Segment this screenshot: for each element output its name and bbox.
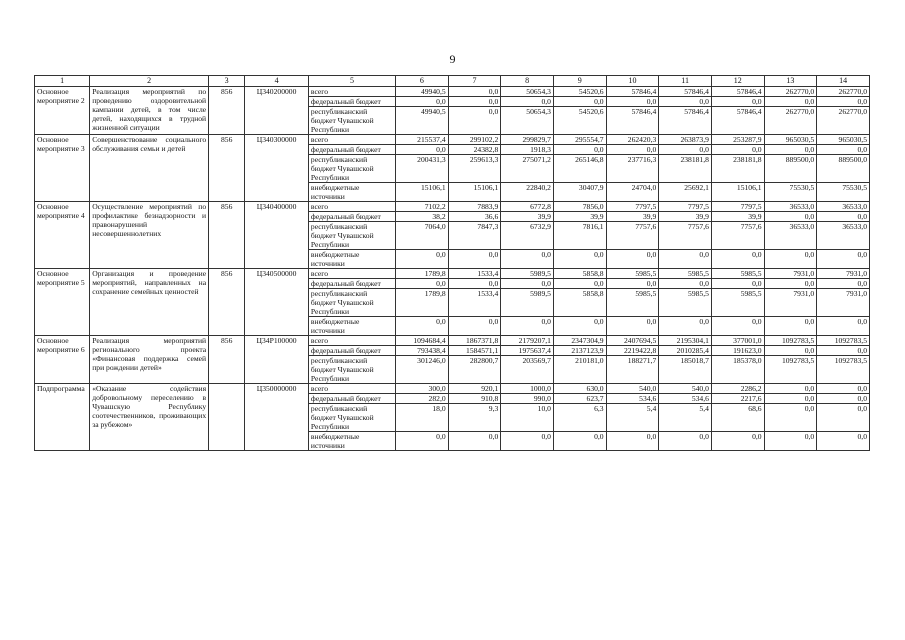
- value-cell: 0,0: [448, 250, 501, 269]
- value-cell: 1092783,5: [817, 356, 870, 384]
- value-cell: 39,9: [606, 212, 659, 222]
- value-cell: 1584571,1: [448, 346, 501, 356]
- value-cell: 57846,4: [659, 87, 712, 97]
- value-cell: 57846,4: [606, 87, 659, 97]
- event-name-cell: «Оказание содействия добровольному переселению в Чувашскую Республику соотечественников, проживающих за рубежом»: [90, 384, 209, 451]
- budget-code-cell: Ц34P100000: [245, 336, 309, 384]
- value-cell: 253287,9: [711, 135, 764, 145]
- value-cell: 7797,5: [659, 202, 712, 212]
- value-cell: 0,0: [817, 145, 870, 155]
- value-cell: 1092783,5: [764, 356, 817, 384]
- value-cell: 295554,7: [553, 135, 606, 145]
- funding-source-cell: республиканский бюджет Чувашской Республики: [308, 155, 395, 183]
- value-cell: 7931,0: [817, 269, 870, 279]
- value-cell: 7816,1: [553, 222, 606, 250]
- value-cell: 36533,0: [817, 222, 870, 250]
- value-cell: 0,0: [711, 250, 764, 269]
- value-cell: 210181,0: [553, 356, 606, 384]
- grbs-code-cell: [209, 384, 245, 451]
- budget-code-cell: Ц340500000: [245, 269, 309, 336]
- value-cell: 0,0: [817, 432, 870, 451]
- value-cell: 1000,0: [501, 384, 554, 394]
- value-cell: 2347304,9: [553, 336, 606, 346]
- value-cell: 0,0: [606, 250, 659, 269]
- value-cell: 0,0: [553, 317, 606, 336]
- value-cell: 18,0: [395, 404, 448, 432]
- value-cell: 7064,0: [395, 222, 448, 250]
- funding-source-cell: федеральный бюджет: [308, 212, 395, 222]
- value-cell: 5858,8: [553, 289, 606, 317]
- value-cell: 5858,8: [553, 269, 606, 279]
- value-cell: 0,0: [501, 250, 554, 269]
- column-header-2: 2: [90, 76, 209, 87]
- event-type-cell: Основное мероприятие 5: [35, 269, 90, 336]
- value-cell: 188271,7: [606, 356, 659, 384]
- value-cell: 215537,4: [395, 135, 448, 145]
- value-cell: 0,0: [711, 145, 764, 155]
- value-cell: 0,0: [764, 432, 817, 451]
- value-cell: 262770,0: [817, 107, 870, 135]
- value-cell: 0,0: [606, 145, 659, 155]
- column-header-12: 12: [711, 76, 764, 87]
- column-header-13: 13: [764, 76, 817, 87]
- value-cell: 2219422,8: [606, 346, 659, 356]
- value-cell: 0,0: [606, 317, 659, 336]
- value-cell: 0,0: [659, 432, 712, 451]
- value-cell: 36533,0: [764, 202, 817, 212]
- value-cell: 0,0: [817, 250, 870, 269]
- table-row: [35, 135, 870, 145]
- event-type-cell: Подпрограмма: [35, 384, 90, 451]
- value-cell: 57846,4: [606, 107, 659, 135]
- column-header-10: 10: [606, 76, 659, 87]
- value-cell: 57846,4: [711, 87, 764, 97]
- value-cell: 0,0: [553, 97, 606, 107]
- value-cell: 36533,0: [817, 202, 870, 212]
- value-cell: 75530,5: [817, 183, 870, 202]
- value-cell: 300,0: [395, 384, 448, 394]
- value-cell: 1533,4: [448, 269, 501, 279]
- value-cell: 200431,3: [395, 155, 448, 183]
- value-cell: 0,0: [501, 317, 554, 336]
- budget-code-cell: Ц340400000: [245, 202, 309, 269]
- value-cell: 9,3: [448, 404, 501, 432]
- value-cell: 5,4: [606, 404, 659, 432]
- column-header-14: 14: [817, 76, 870, 87]
- table-header-row: [35, 76, 870, 87]
- value-cell: 203569,7: [501, 356, 554, 384]
- value-cell: 0,0: [501, 279, 554, 289]
- value-cell: 1975637,4: [501, 346, 554, 356]
- value-cell: 0,0: [448, 87, 501, 97]
- value-cell: 0,0: [395, 97, 448, 107]
- value-cell: 889500,0: [764, 155, 817, 183]
- event-name-cell: Реализация мероприятий регионального проекта «Финансовая поддержка семей при рождении детей»: [90, 336, 209, 384]
- value-cell: 0,0: [501, 432, 554, 451]
- value-cell: 68,6: [711, 404, 764, 432]
- value-cell: 5989,5: [501, 289, 554, 317]
- value-cell: 2217,6: [711, 394, 764, 404]
- value-cell: 49940,5: [395, 87, 448, 97]
- value-cell: 5989,5: [501, 269, 554, 279]
- value-cell: 6732,9: [501, 222, 554, 250]
- value-cell: 57846,4: [711, 107, 764, 135]
- table-row: [35, 269, 870, 279]
- value-cell: 15106,1: [448, 183, 501, 202]
- funding-source-cell: внебюджетные источники: [308, 317, 395, 336]
- value-cell: 0,0: [817, 97, 870, 107]
- funding-source-cell: внебюджетные источники: [308, 432, 395, 451]
- column-header-1: 1: [35, 76, 90, 87]
- funding-source-cell: республиканский бюджет Чувашской Республики: [308, 356, 395, 384]
- value-cell: 24704,0: [606, 183, 659, 202]
- funding-source-cell: федеральный бюджет: [308, 145, 395, 155]
- value-cell: 910,8: [448, 394, 501, 404]
- funding-source-cell: федеральный бюджет: [308, 346, 395, 356]
- value-cell: 15106,1: [711, 183, 764, 202]
- value-cell: 191623,0: [711, 346, 764, 356]
- value-cell: 0,0: [764, 97, 817, 107]
- value-cell: 0,0: [817, 317, 870, 336]
- value-cell: 0,0: [659, 145, 712, 155]
- funding-source-cell: республиканский бюджет Чувашской Республики: [308, 404, 395, 432]
- value-cell: 2179207,1: [501, 336, 554, 346]
- value-cell: 57846,4: [659, 107, 712, 135]
- value-cell: 262770,0: [764, 107, 817, 135]
- value-cell: 301246,0: [395, 356, 448, 384]
- value-cell: 39,9: [553, 212, 606, 222]
- value-cell: 36,6: [448, 212, 501, 222]
- value-cell: 185018,7: [659, 356, 712, 384]
- funding-source-cell: федеральный бюджет: [308, 279, 395, 289]
- grbs-code-cell: 856: [209, 135, 245, 202]
- value-cell: 0,0: [448, 279, 501, 289]
- value-cell: 259613,3: [448, 155, 501, 183]
- value-cell: 7856,0: [553, 202, 606, 212]
- value-cell: 889500,0: [817, 155, 870, 183]
- event-type-cell: Основное мероприятие 6: [35, 336, 90, 384]
- budget-code-cell: Ц340200000: [245, 87, 309, 135]
- value-cell: 0,0: [764, 317, 817, 336]
- funding-source-cell: республиканский бюджет Чувашской Республики: [308, 222, 395, 250]
- value-cell: 7757,6: [659, 222, 712, 250]
- table-row: [35, 384, 870, 394]
- value-cell: 1789,8: [395, 289, 448, 317]
- value-cell: 49940,5: [395, 107, 448, 135]
- value-cell: 1092783,5: [764, 336, 817, 346]
- value-cell: 0,0: [553, 145, 606, 155]
- value-cell: 0,0: [659, 317, 712, 336]
- event-name-cell: Осуществление мероприятий по профилактике безнадзорности и правонарушений несовершеннолетних: [90, 202, 209, 269]
- value-cell: 0,0: [553, 432, 606, 451]
- value-cell: 7757,6: [711, 222, 764, 250]
- value-cell: 540,0: [606, 384, 659, 394]
- value-cell: 0,0: [395, 250, 448, 269]
- grbs-code-cell: 856: [209, 269, 245, 336]
- value-cell: 263873,9: [659, 135, 712, 145]
- value-cell: 0,0: [501, 97, 554, 107]
- value-cell: 0,0: [711, 317, 764, 336]
- event-name-cell: Совершенствование социального обслуживания семьи и детей: [90, 135, 209, 202]
- value-cell: 25692,1: [659, 183, 712, 202]
- value-cell: 265146,8: [553, 155, 606, 183]
- value-cell: 5985,5: [659, 289, 712, 317]
- value-cell: 15106,1: [395, 183, 448, 202]
- value-cell: 299829,7: [501, 135, 554, 145]
- value-cell: 2137123,9: [553, 346, 606, 356]
- value-cell: 0,0: [395, 432, 448, 451]
- value-cell: 0,0: [817, 394, 870, 404]
- value-cell: 7102,2: [395, 202, 448, 212]
- value-cell: 965030,5: [764, 135, 817, 145]
- funding-source-cell: республиканский бюджет Чувашской Республики: [308, 289, 395, 317]
- grbs-code-cell: 856: [209, 202, 245, 269]
- funding-source-cell: всего: [308, 269, 395, 279]
- funding-source-cell: внебюджетные источники: [308, 183, 395, 202]
- value-cell: 623,7: [553, 394, 606, 404]
- value-cell: 7797,5: [606, 202, 659, 212]
- value-cell: 1918,3: [501, 145, 554, 155]
- value-cell: 50654,3: [501, 87, 554, 97]
- event-name-cell: Реализация мероприятий по проведению оздоровительной кампании детей, в том числе детей, находящихся в трудной жизненной ситуации: [90, 87, 209, 135]
- funding-source-cell: всего: [308, 336, 395, 346]
- event-type-cell: Основное мероприятие 4: [35, 202, 90, 269]
- value-cell: 0,0: [606, 97, 659, 107]
- value-cell: 0,0: [448, 97, 501, 107]
- budget-table: [34, 75, 870, 451]
- value-cell: 2407694,5: [606, 336, 659, 346]
- value-cell: 262770,0: [817, 87, 870, 97]
- value-cell: 1533,4: [448, 289, 501, 317]
- value-cell: 238181,8: [659, 155, 712, 183]
- value-cell: 7847,3: [448, 222, 501, 250]
- value-cell: 0,0: [817, 384, 870, 394]
- value-cell: 0,0: [764, 346, 817, 356]
- value-cell: 0,0: [817, 346, 870, 356]
- value-cell: 5985,5: [606, 289, 659, 317]
- value-cell: 185378,0: [711, 356, 764, 384]
- value-cell: 0,0: [553, 279, 606, 289]
- value-cell: 2286,2: [711, 384, 764, 394]
- value-cell: 0,0: [764, 212, 817, 222]
- value-cell: 5985,5: [606, 269, 659, 279]
- value-cell: 0,0: [764, 384, 817, 394]
- value-cell: 5985,5: [711, 269, 764, 279]
- funding-source-cell: всего: [308, 87, 395, 97]
- value-cell: 990,0: [501, 394, 554, 404]
- event-type-cell: Основное мероприятие 3: [35, 135, 90, 202]
- event-type-cell: Основное мероприятие 2: [35, 87, 90, 135]
- value-cell: 7931,0: [817, 289, 870, 317]
- table-row: [35, 336, 870, 346]
- value-cell: 0,0: [395, 145, 448, 155]
- value-cell: 2010285,4: [659, 346, 712, 356]
- value-cell: 39,9: [501, 212, 554, 222]
- event-name-cell: Организация и проведение мероприятий, направленных на сохранение семейных ценностей: [90, 269, 209, 336]
- value-cell: 10,0: [501, 404, 554, 432]
- value-cell: 5,4: [659, 404, 712, 432]
- value-cell: 0,0: [659, 279, 712, 289]
- page-number: 9: [449, 52, 456, 66]
- value-cell: 540,0: [659, 384, 712, 394]
- value-cell: 0,0: [448, 317, 501, 336]
- value-cell: 0,0: [764, 145, 817, 155]
- table-body: [35, 87, 870, 451]
- funding-source-cell: внебюджетные источники: [308, 250, 395, 269]
- value-cell: 7931,0: [764, 289, 817, 317]
- value-cell: 0,0: [817, 279, 870, 289]
- value-cell: 7757,6: [606, 222, 659, 250]
- value-cell: 5985,5: [659, 269, 712, 279]
- funding-source-cell: федеральный бюджет: [308, 394, 395, 404]
- value-cell: 22840,2: [501, 183, 554, 202]
- value-cell: 54520,6: [553, 87, 606, 97]
- value-cell: 262770,0: [764, 87, 817, 97]
- value-cell: 965030,5: [817, 135, 870, 145]
- value-cell: 0,0: [448, 107, 501, 135]
- value-cell: 0,0: [764, 250, 817, 269]
- value-cell: 54520,6: [553, 107, 606, 135]
- value-cell: 7797,5: [711, 202, 764, 212]
- value-cell: 299102,2: [448, 135, 501, 145]
- value-cell: 282800,7: [448, 356, 501, 384]
- value-cell: 0,0: [659, 97, 712, 107]
- value-cell: 0,0: [553, 250, 606, 269]
- funding-source-cell: республиканский бюджет Чувашской Республики: [308, 107, 395, 135]
- table-row: [35, 87, 870, 97]
- funding-source-cell: всего: [308, 135, 395, 145]
- column-header-11: 11: [659, 76, 712, 87]
- value-cell: 238181,8: [711, 155, 764, 183]
- value-cell: 630,0: [553, 384, 606, 394]
- value-cell: 75530,5: [764, 183, 817, 202]
- value-cell: 1094684,4: [395, 336, 448, 346]
- value-cell: 0,0: [448, 432, 501, 451]
- value-cell: 2195304,1: [659, 336, 712, 346]
- column-header-9: 9: [553, 76, 606, 87]
- value-cell: 30407,9: [553, 183, 606, 202]
- value-cell: 5985,5: [711, 289, 764, 317]
- value-cell: 0,0: [711, 432, 764, 451]
- value-cell: 0,0: [395, 317, 448, 336]
- value-cell: 6772,8: [501, 202, 554, 212]
- value-cell: 262420,3: [606, 135, 659, 145]
- value-cell: 282,0: [395, 394, 448, 404]
- value-cell: 793438,4: [395, 346, 448, 356]
- value-cell: 38,2: [395, 212, 448, 222]
- value-cell: 7931,0: [764, 269, 817, 279]
- value-cell: 7883,9: [448, 202, 501, 212]
- value-cell: 377001,0: [711, 336, 764, 346]
- value-cell: 50654,3: [501, 107, 554, 135]
- value-cell: 0,0: [659, 250, 712, 269]
- value-cell: 534,6: [606, 394, 659, 404]
- funding-source-cell: всего: [308, 202, 395, 212]
- grbs-code-cell: 856: [209, 87, 245, 135]
- value-cell: 1092783,5: [817, 336, 870, 346]
- budget-code-cell: Ц340300000: [245, 135, 309, 202]
- value-cell: 39,9: [711, 212, 764, 222]
- column-header-7: 7: [448, 76, 501, 87]
- column-header-5: 5: [308, 76, 395, 87]
- grbs-code-cell: 856: [209, 336, 245, 384]
- value-cell: 534,6: [659, 394, 712, 404]
- column-header-8: 8: [501, 76, 554, 87]
- value-cell: 0,0: [764, 279, 817, 289]
- value-cell: 36533,0: [764, 222, 817, 250]
- value-cell: 1789,8: [395, 269, 448, 279]
- value-cell: 39,9: [659, 212, 712, 222]
- column-header-4: 4: [245, 76, 309, 87]
- value-cell: 0,0: [764, 394, 817, 404]
- table-row: [35, 202, 870, 212]
- value-cell: 0,0: [764, 404, 817, 432]
- value-cell: 24382,8: [448, 145, 501, 155]
- value-cell: 0,0: [606, 279, 659, 289]
- value-cell: 0,0: [606, 432, 659, 451]
- value-cell: 0,0: [711, 279, 764, 289]
- budget-code-cell: Ц350000000: [245, 384, 309, 451]
- value-cell: 0,0: [817, 404, 870, 432]
- value-cell: 0,0: [711, 97, 764, 107]
- column-header-6: 6: [395, 76, 448, 87]
- value-cell: 920,1: [448, 384, 501, 394]
- value-cell: 0,0: [395, 279, 448, 289]
- funding-source-cell: федеральный бюджет: [308, 97, 395, 107]
- value-cell: 237716,3: [606, 155, 659, 183]
- value-cell: 1867371,8: [448, 336, 501, 346]
- value-cell: 275071,2: [501, 155, 554, 183]
- funding-source-cell: всего: [308, 384, 395, 394]
- column-header-3: 3: [209, 76, 245, 87]
- value-cell: 0,0: [817, 212, 870, 222]
- value-cell: 6,3: [553, 404, 606, 432]
